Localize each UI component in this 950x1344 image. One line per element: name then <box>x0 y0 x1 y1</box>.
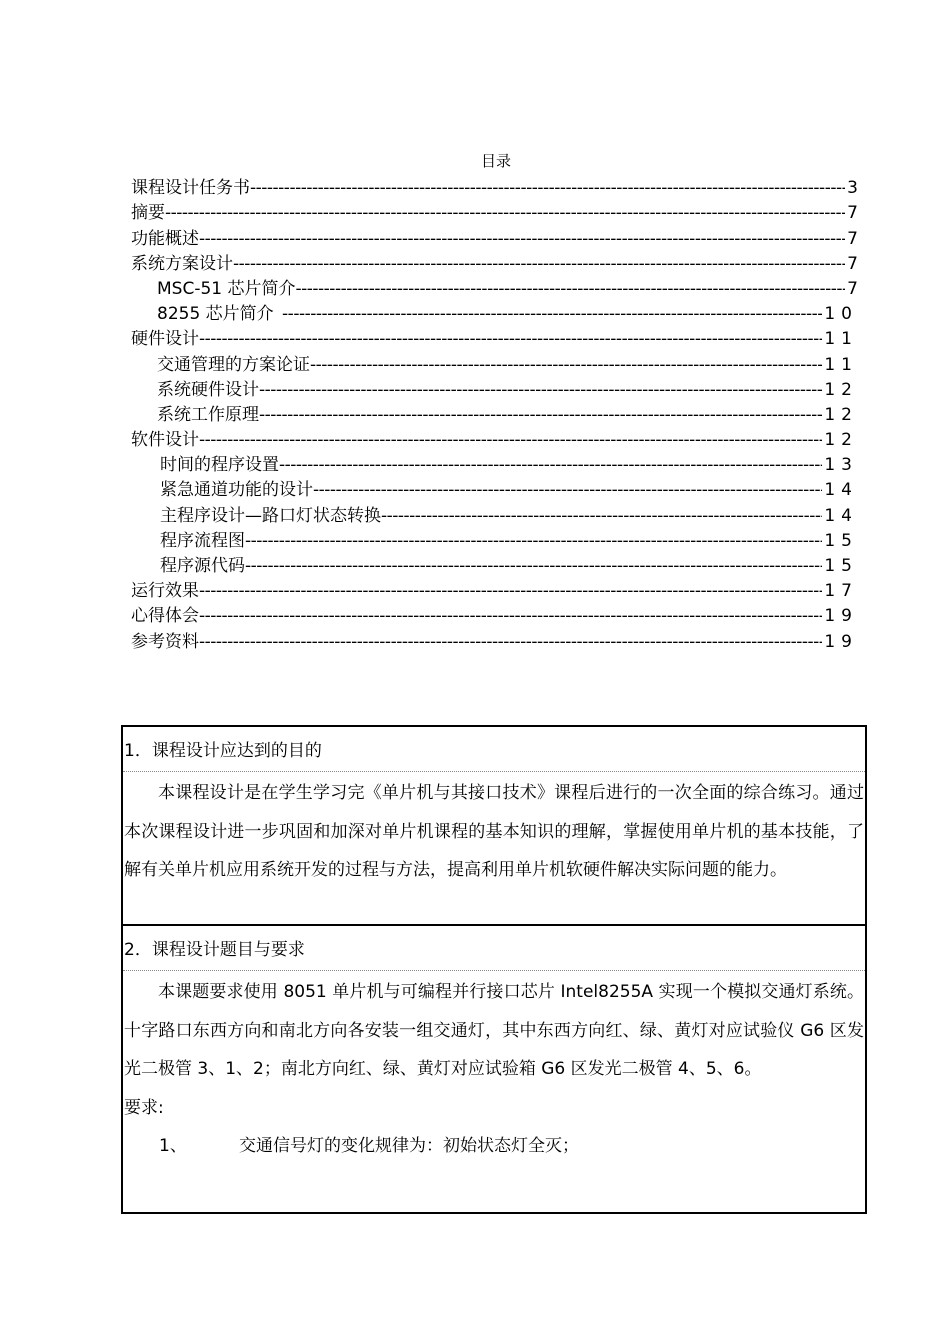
toc-entry[interactable] <box>131 503 858 528</box>
toc-leader-dashes <box>199 227 845 252</box>
toc-entry-page: 12 <box>824 379 858 400</box>
toc-entry[interactable] <box>131 201 858 226</box>
toc-entry[interactable] <box>131 478 858 503</box>
toc-entry-label: 功能概述 <box>131 228 199 249</box>
toc-entry[interactable] <box>131 277 858 302</box>
toc-leader-dashes <box>279 453 822 478</box>
section-purpose <box>123 727 865 926</box>
toc-entry-label: 系统工作原理 <box>157 404 259 425</box>
toc-entry-label: 心得体会 <box>131 606 199 627</box>
toc-entry-label: 程序源代码 <box>160 556 245 576</box>
toc-entry-page: 7 <box>847 253 858 274</box>
toc-entry-page: 14 <box>824 505 858 526</box>
toc-entry[interactable] <box>131 629 858 654</box>
toc-entry-label: 硬件设计 <box>131 329 199 350</box>
toc-entry-label: 软件设计 <box>131 430 199 451</box>
toc-entry-label: MSC-51 芯片简介 <box>157 278 296 299</box>
toc-entry[interactable] <box>131 302 858 327</box>
toc-entry-page: 7 <box>847 203 858 224</box>
toc-entry[interactable] <box>131 428 858 453</box>
toc-entry-page: 15 <box>824 530 858 551</box>
toc-leader-dashes <box>233 252 845 277</box>
toc-entry-label: 摘要 <box>131 203 165 224</box>
toc-entry[interactable] <box>131 176 858 201</box>
section-body: 本课程设计是在学生学习完《单片机与其接口技术》课程后进行的一次全面的综合练习。通过本次课程设计进一步巩固和加深对单片机课程的基本知识的理解，掌握使用单片机的基本技能，了解有关单片机应用系统开发的过程与方法，提高利用单片机软硬件解决实际问题的能力。 <box>124 783 864 880</box>
toc-entry-page: 19 <box>824 631 858 652</box>
toc-leader-dashes <box>259 378 822 403</box>
toc-leader-dashes <box>199 428 822 453</box>
toc-entry-label: 运行效果 <box>131 581 199 602</box>
toc-leader-dashes <box>259 403 822 428</box>
toc-leader-dashes <box>245 529 822 554</box>
toc-entry-label: 时间的程序设置 <box>160 455 279 476</box>
toc-entry-page: 10 <box>824 304 858 325</box>
toc-leader-dashes <box>199 604 822 629</box>
toc-entry-label: 8255 芯片简介 <box>157 304 274 325</box>
section-heading: 1．课程设计应达到的目的 <box>123 727 865 772</box>
toc-entry-label: 课程设计任务书 <box>131 178 250 199</box>
toc-entry-page: 7 <box>847 278 858 299</box>
toc-title: 目录 <box>480 152 511 170</box>
toc-leader-dashes <box>165 201 845 226</box>
toc-entry-page: 17 <box>824 581 858 602</box>
toc-leader-dashes <box>245 554 822 579</box>
toc-entry[interactable] <box>131 252 858 277</box>
toc-entry[interactable] <box>131 327 858 352</box>
toc-leader-dashes <box>313 478 822 503</box>
toc-entry[interactable] <box>131 604 858 629</box>
toc-entry[interactable] <box>131 352 858 377</box>
toc-leader-dashes <box>250 176 845 201</box>
toc-entry-label: 程序流程图 <box>160 530 245 551</box>
toc-leader-dashes <box>381 504 822 529</box>
table-of-contents <box>131 176 858 655</box>
section-body: 本课题要求使用 8051 单片机与可编程并行接口芯片 Intel8255A 实现一个模拟交通灯系统。十字路口东西方向和南北方向各安装一组交通灯，其中东西方向红、绿、黄灯对应试验仪 G6 区发光二极管 3、1、2；南北方向红、绿、黄灯对应试验箱 G6 区发光二极管 4、5、6。 <box>124 982 864 1079</box>
task-table <box>121 725 867 1214</box>
toc-entry-page: 15 <box>824 556 858 576</box>
toc-entry-page: 13 <box>824 455 858 476</box>
toc-entry[interactable] <box>131 226 858 251</box>
toc-entry-label: 交通管理的方案论证 <box>157 354 310 375</box>
toc-entry-page: 12 <box>824 430 858 451</box>
toc-leader-dashes <box>199 327 822 352</box>
toc-entry-page: 11 <box>824 354 858 375</box>
requirement-item <box>123 1127 865 1166</box>
toc-leader-dashes <box>282 302 822 327</box>
section-topic-requirements <box>123 926 865 1212</box>
toc-entry-page: 3 <box>847 178 858 199</box>
toc-entry[interactable] <box>131 453 858 478</box>
toc-entry-page: 14 <box>824 480 858 501</box>
toc-entry-page: 12 <box>824 404 858 425</box>
toc-entry-page: 11 <box>824 329 858 350</box>
toc-entry-label: 系统方案设计 <box>131 253 233 274</box>
toc-entry[interactable] <box>131 579 858 604</box>
requirements-label: 要求: <box>124 1097 164 1118</box>
toc-leader-dashes <box>199 630 822 655</box>
section-heading: 2．课程设计题目与要求 <box>123 926 865 971</box>
toc-entry-label: 系统硬件设计 <box>157 379 259 400</box>
toc-entry[interactable] <box>131 403 858 428</box>
toc-entry[interactable] <box>131 378 858 403</box>
toc-entry[interactable] <box>131 529 858 554</box>
toc-leader-dashes <box>296 277 846 302</box>
toc-leader-dashes <box>310 353 822 378</box>
toc-leader-dashes <box>199 579 822 604</box>
toc-entry[interactable] <box>131 554 858 579</box>
toc-entry-label: 参考资料 <box>131 631 199 652</box>
toc-entry-label: 紧急通道功能的设计 <box>160 480 313 501</box>
toc-entry-page: 19 <box>824 606 858 627</box>
toc-entry-label: 主程序设计—路口灯状态转换 <box>160 505 381 526</box>
requirement-number: 1、 <box>159 1136 187 1156</box>
requirement-text: 交通信号灯的变化规律为：初始状态灯全灭； <box>239 1136 579 1156</box>
toc-entry-page: 7 <box>847 228 858 249</box>
